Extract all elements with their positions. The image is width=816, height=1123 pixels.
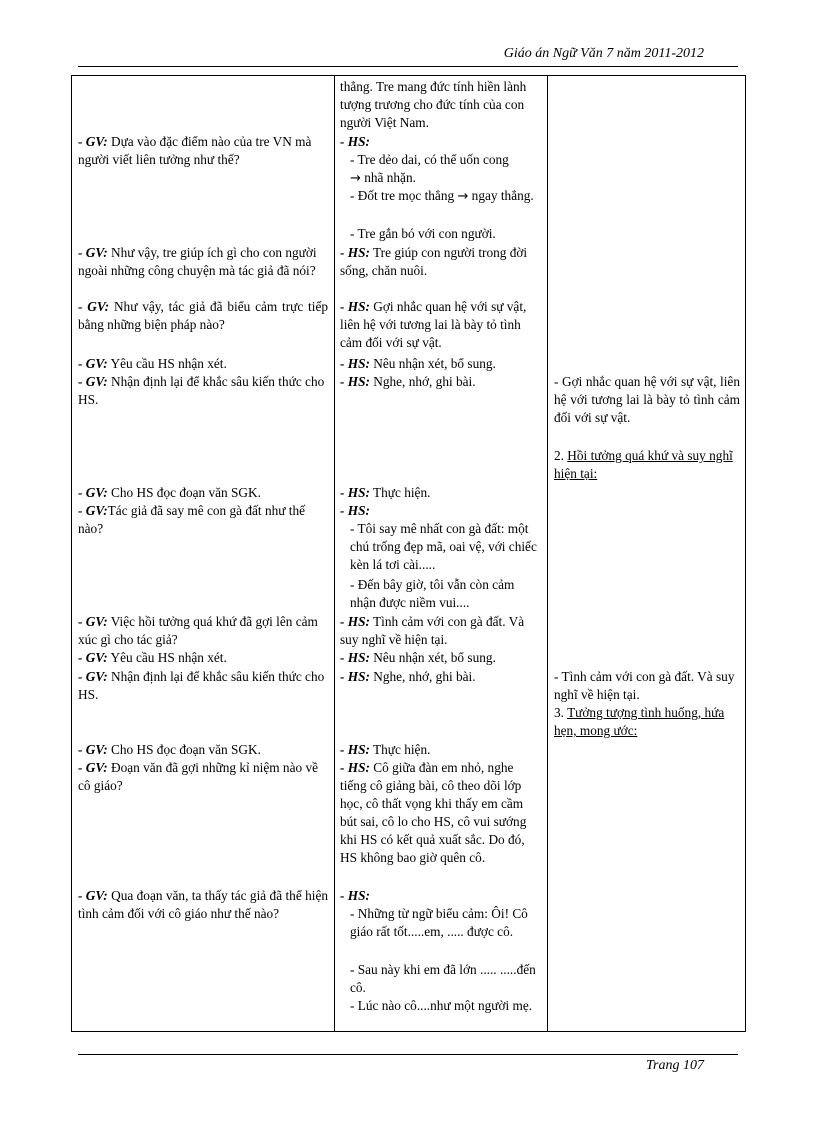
lesson-note-2: - Tình cảm với con gà đất. Và suy nghĩ về hiện tại. xyxy=(554,669,735,702)
student-answer-6: - HS: Thực hiện. xyxy=(340,485,431,500)
student-answer-1-item-3: - Tre gắn bó với con người. xyxy=(350,226,496,241)
teacher-question-9: - GV: Yêu cầu HS nhận xét. xyxy=(78,650,227,665)
page-number: Trang 107 xyxy=(646,1058,704,1073)
student-answer-1-item-1: - Tre dẻo dai, có thể uốn cong → nhã nhặn. xyxy=(350,152,509,186)
lesson-note-1: - Gợi nhắc quan hệ với sự vật, liên hệ với tương lai là bày tỏ tình cảm đối với sự vật. xyxy=(554,374,740,425)
student-answer-1-item-2: - Đốt tre mọc thẳng → ngay thẳng. xyxy=(350,188,534,204)
teacher-question-13: - GV: Qua đoạn văn, ta thấy tác giả đã thể hiện tình cảm đối với cô giáo như thế nào? xyxy=(78,888,329,921)
student-answer-13-item-3: - Lúc nào cô....như một người mẹ. xyxy=(350,998,533,1013)
footer-divider xyxy=(78,1054,738,1055)
student-answer-4: - HS: Nêu nhận xét, bổ sung. xyxy=(340,356,496,371)
teacher-question-5: - GV: Nhận định lại để khắc sâu kiến thức cho HS. xyxy=(78,374,325,407)
teacher-question-3: - GV: Như vậy, tác giả đã biểu cảm trực tiếp bằng những biện pháp nào? xyxy=(78,299,328,332)
lesson-table xyxy=(71,75,746,1032)
column-divider-2 xyxy=(547,76,548,1031)
teacher-question-1: - GV: Dựa vào đặc điểm nào của tre VN mà người viết liên tưởng như thế? xyxy=(78,134,312,167)
student-answer-8: - HS: Tình cảm với con gà đất. Và suy nghĩ về hiện tại. xyxy=(340,614,525,647)
teacher-question-10: - GV: Nhận định lại để khắc sâu kiến thức cho HS. xyxy=(78,669,325,702)
student-answer-11: - HS: Thực hiện. xyxy=(340,742,431,757)
student-answer-13-item-2: - Sau này khi em đã lớn ..... .....đến cô. xyxy=(350,962,536,995)
student-answer-7-item-1: - Tôi say mê nhất con gà đất: một chú trống đẹp mã, oai vệ, với chiếc kèn lá tơi cài..... xyxy=(350,521,537,572)
student-answer-top: thẳng. Tre mang đức tính hiền lành tượng trương cho đức tính của con người Việt Nam. xyxy=(340,79,527,130)
student-answer-2: - HS: Tre giúp con người trong đời sống, chăn nuôi. xyxy=(340,245,528,278)
lesson-heading-2: 2. Hồi tưởng quá khứ và suy nghĩ hiện tại: xyxy=(554,448,733,481)
teacher-question-4: - GV: Yêu cầu HS nhận xét. xyxy=(78,356,227,371)
teacher-question-7: - GV:Tác giả đã say mê con gà đất như thế nào? xyxy=(78,503,306,536)
teacher-question-11: - GV: Cho HS đọc đoạn văn SGK. xyxy=(78,742,261,757)
lesson-heading-3: 3. Tưởng tượng tình huống, hứa hẹn, mong ước: xyxy=(554,705,725,738)
teacher-question-6: - GV: Cho HS đọc đoạn văn SGK. xyxy=(78,485,261,500)
arrow-icon: → xyxy=(457,189,469,204)
student-answer-10: - HS: Nghe, nhớ, ghi bài. xyxy=(340,669,476,684)
teacher-question-8: - GV: Việc hồi tưởng quá khứ đã gợi lên cảm xúc gì cho tác giả? xyxy=(78,614,318,647)
student-answer-9: - HS: Nêu nhận xét, bổ sung. xyxy=(340,650,496,665)
student-answer-7-item-2: - Đến bây giờ, tôi vẫn còn cảm nhận được niềm vui.... xyxy=(350,577,515,610)
header-divider xyxy=(78,66,738,67)
teacher-question-2: - GV: Như vậy, tre giúp ích gì cho con người ngoài những công chuyện mà tác giả đã nói? xyxy=(78,245,317,278)
header-title: Giáo án Ngữ Văn 7 năm 2011-2012 xyxy=(503,46,704,61)
student-label-7: - HS: xyxy=(340,503,370,518)
teacher-question-12: - GV: Đoạn văn đã gợi những kỉ niệm nào về cô giáo? xyxy=(78,760,318,793)
student-answer-3: - HS: Gợi nhắc quan hệ với sự vật, liên hệ với tương lai là bày tỏ tình cảm đối với sự vật. xyxy=(340,299,527,350)
student-answer-13-item-1: - Những từ ngữ biểu cảm: Ôi! Cô giáo rất tốt.....em, ..... được cô. xyxy=(350,906,528,939)
student-answer-12: - HS: Cô giữa đàn em nhỏ, nghe tiếng cô giảng bài, cô theo dõi lớp học, cô thất vọng khi thấy em cầm bút sai, cô lo cho HS, cô vui sướng khi HS có kết quả xuất sắc. Do đó, HS không bao giờ quên cô. xyxy=(340,760,527,865)
student-label-13: - HS: xyxy=(340,888,370,903)
student-label-1: - HS: xyxy=(340,134,370,149)
arrow-icon: → xyxy=(350,171,361,186)
column-divider-1 xyxy=(334,76,335,1031)
student-answer-5: - HS: Nghe, nhớ, ghi bài. xyxy=(340,374,476,389)
